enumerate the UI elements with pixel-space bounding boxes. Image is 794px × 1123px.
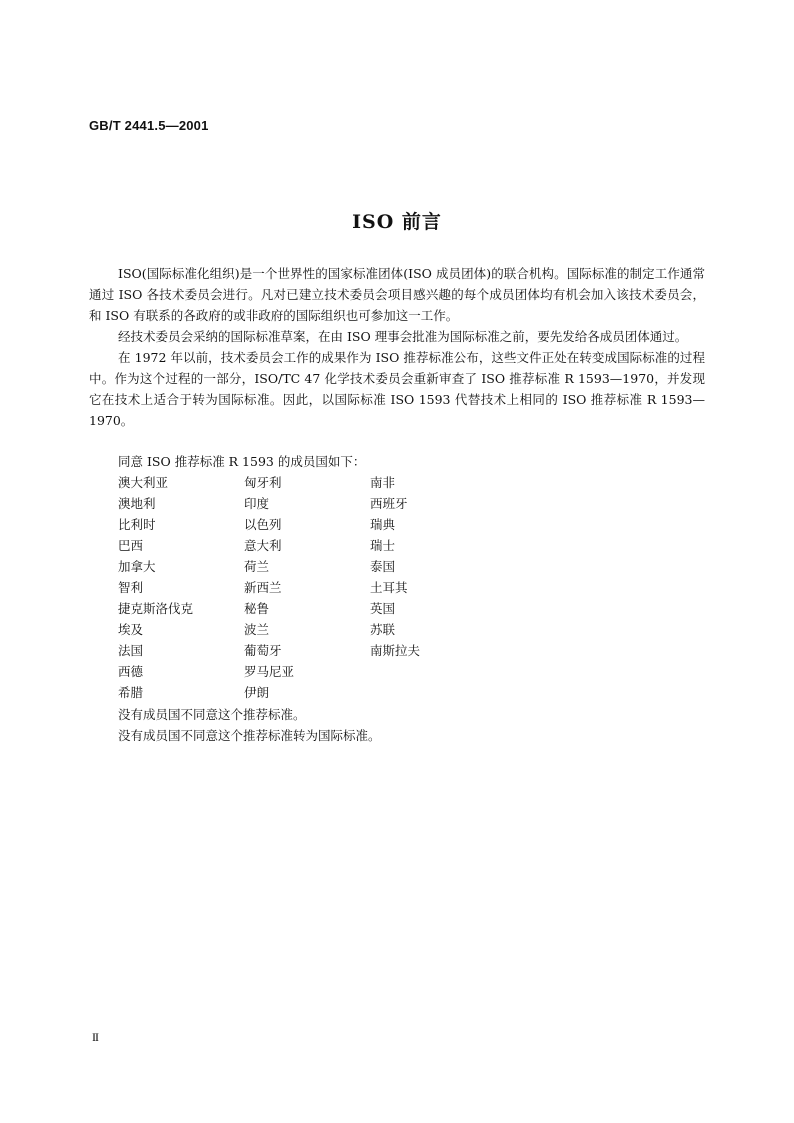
country-name: 巴西 [118,538,144,553]
country-name: 意大利 [244,538,282,553]
foreword-body [89,263,705,431]
country-name: 印度 [244,496,270,511]
country-name: 荷兰 [244,559,270,574]
country-name: 捷克斯洛伐克 [118,601,194,616]
country-name: 加拿大 [118,559,156,574]
closing-statements [118,704,381,746]
country-name: 瑞士 [370,538,396,553]
country-name: 伊朗 [244,685,270,700]
country-name [370,661,496,682]
country-name: 以色列 [244,517,282,532]
closing-line: 没有成员国不同意这个推荐标准转为国际标准。 [118,728,381,743]
country-name: 智利 [118,580,144,595]
country-name: 瑞典 [370,517,396,532]
paragraph: 经技术委员会采纳的国际标准草案，在由 ISO 理事会批准为国际标准之前，要先发给各成员团体通过。 [118,329,688,344]
member-country-list [118,472,496,703]
country-name: 埃及 [118,622,144,637]
country-name: 南斯拉夫 [370,643,421,658]
country-name: 法国 [118,643,144,658]
member-intro: 同意 ISO 推荐标准 R 1593 的成员国如下： [118,454,366,469]
paragraph: 在 1972 年以前，技术委员会工作的成果作为 ISO 推荐标准公布，这些文件正处在转变成国际标准的过程中。作为这个过程的一部分，ISO/TC 47 化学技术委员会重新审查了 ISO 推荐标准 R 1593—1970，并发现它在技术上适合于转为国际标准。因此，以国际标准 ISO 1593 代替技术上相同的 ISO 推荐标准 R 1593—1970。 [89,350,705,428]
country-name: 澳地利 [118,496,156,511]
country-name: 泰国 [370,559,396,574]
country-name: 土耳其 [370,580,408,595]
country-name: 罗马尼亚 [244,664,295,679]
country-name: 西班牙 [370,496,408,511]
country-name: 希腊 [118,685,144,700]
country-name [370,682,496,703]
country-name: 葡萄牙 [244,643,282,658]
country-name: 比利时 [118,517,156,532]
country-name: 波兰 [244,622,270,637]
country-name: 西德 [118,664,144,679]
country-name: 澳大利亚 [118,475,169,490]
country-name: 匈牙利 [244,475,282,490]
standard-code: GB/T 2441.5—2001 [89,118,209,133]
country-name: 南非 [370,475,396,490]
country-name: 秘鲁 [244,601,270,616]
closing-line: 没有成员国不同意这个推荐标准。 [118,707,306,722]
page-number: II [92,1030,98,1044]
country-name: 新西兰 [244,580,282,595]
page-title: ISO 前言 [352,211,442,233]
country-name: 苏联 [370,622,396,637]
paragraph: ISO(国际标准化组织)是一个世界性的国家标准团体(ISO 成员团体)的联合机构。国际标准的制定工作通常通过 ISO 各技术委员会进行。凡对已建立技术委员会项目感兴趣的每个成员团体均有机会加入该技术委员会，和 ISO 有联系的各政府的或非政府的国际组织也可参加这一工作。 [89,266,705,323]
country-name: 英国 [370,601,396,616]
